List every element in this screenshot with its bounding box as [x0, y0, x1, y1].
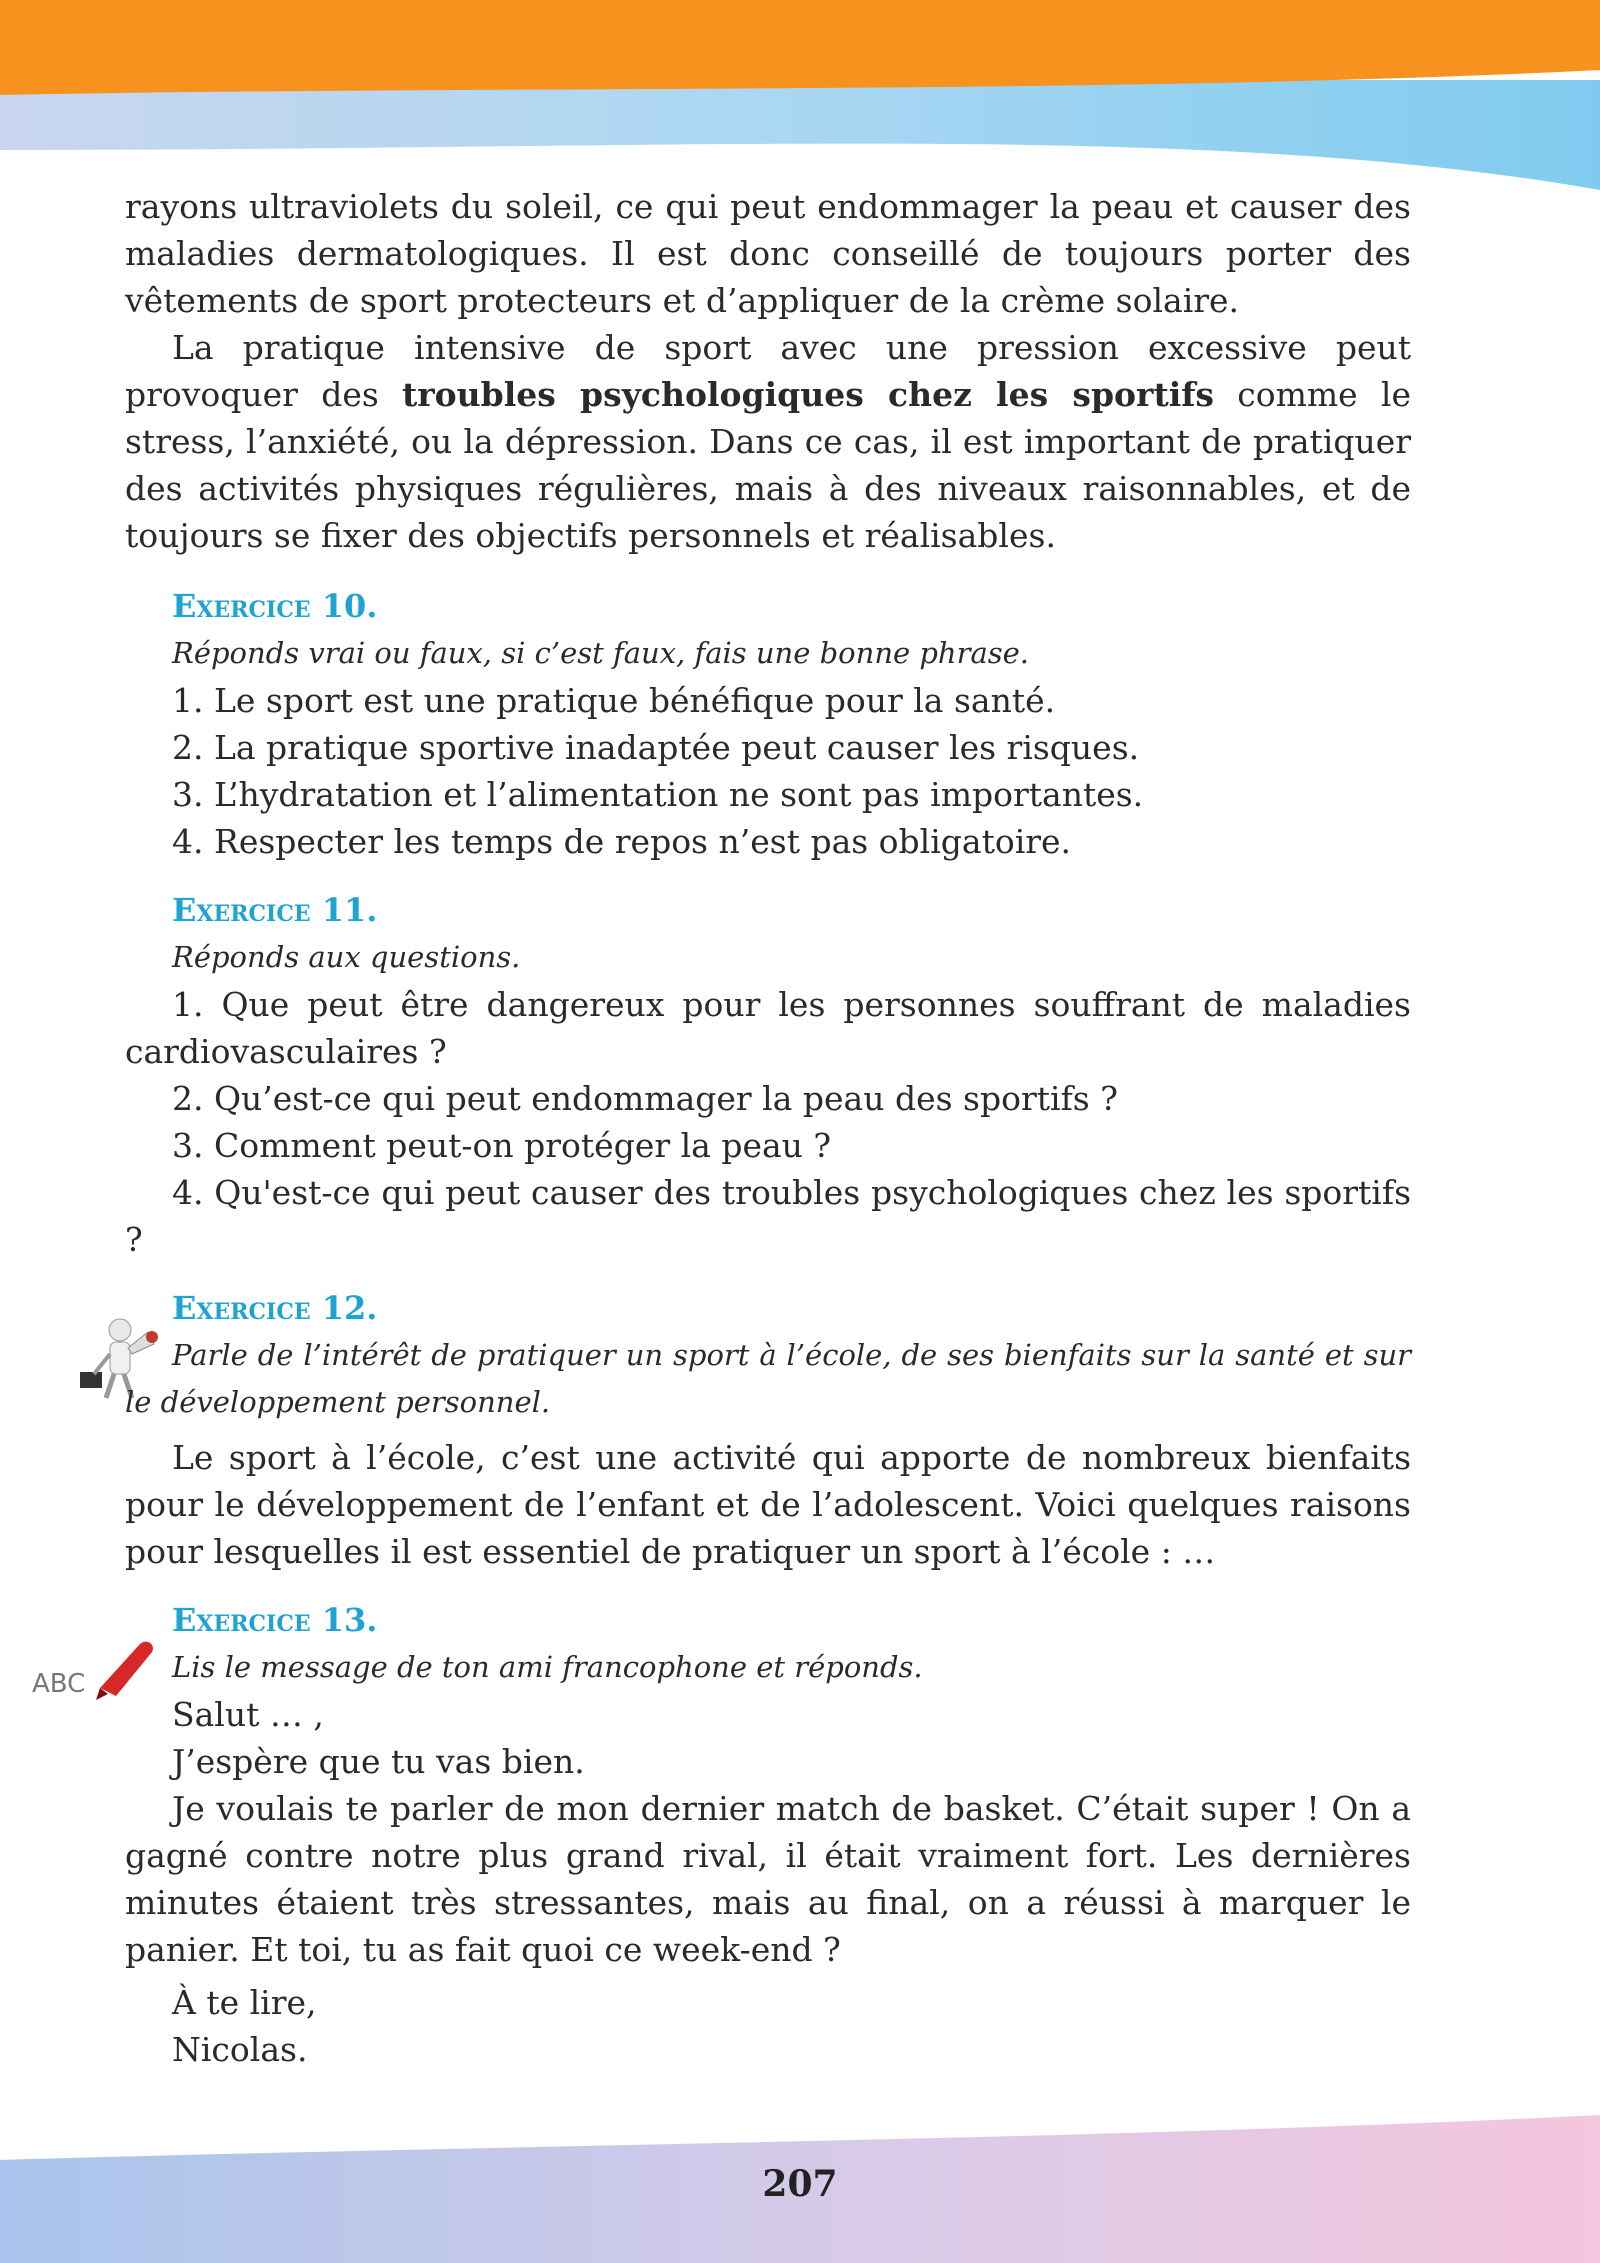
list-item: 4. Qu'est-ce qui peut causer des troubles psychologiques chez les sportifs ? [125, 1173, 1411, 1259]
exercise-12-instruction: Parle de l’intérêt de pratiquer un sport à l’école, de ses bienfaits sur la santé et sur le développement personnel. [125, 1338, 1411, 1419]
exercise-13-instruction: Lis le message de ton ami francophone et réponds. [172, 1650, 923, 1684]
letter-body: Je voulais te parler de mon dernier match de basket. C’était super ! On a gagné contre notre plus grand rival, il était vraiment fort. Les dernières minutes étaient très stressantes, mais au final, on a réussi à marquer le panier. Et toi, tu as fait quoi ce week-end ? [125, 1789, 1411, 1969]
exercise-10-title: Exercice 10. [172, 587, 378, 625]
list-item: 1. Que peut être dangereux pour les personnes souffrant de maladies cardiovasculaires ? [125, 985, 1411, 1071]
letter-line: J’espère que tu vas bien. [172, 1742, 585, 1781]
exercise-11-title: Exercice 11. [172, 891, 378, 929]
list-item: 4. Respecter les temps de repos n’est pas obligatoire. [172, 822, 1072, 861]
abc-text: ABC [32, 1669, 86, 1699]
intro-paragraph-1: rayons ultraviolets du soleil, ce qui peut endommager la peau et causer des maladies dermatologiques. Il est donc conseillé de toujours porter des vêtements de sport protecteurs et d’appliquer de la crème solaire. [125, 187, 1411, 320]
letter-signature: Nicolas. [172, 2030, 308, 2069]
letter-greeting: Salut … , [172, 1695, 324, 1734]
exercise-12 [125, 1285, 1411, 1575]
header-band [0, 0, 1600, 200]
exercise-11-instruction: Réponds aux questions. [172, 940, 521, 974]
exercise-13 [125, 1597, 1411, 2073]
exercise-12-title: Exercice 12. [172, 1289, 378, 1327]
exercise-10 [125, 583, 1411, 865]
list-item: 2. Qu’est-ce qui peut endommager la peau des sportifs ? [172, 1079, 1118, 1118]
page-content [125, 183, 1411, 2073]
exercise-13-title: Exercice 13. [172, 1601, 378, 1639]
letter-closing: À te lire, [172, 1983, 317, 2022]
list-item: 1. Le sport est une pratique bénéfique pour la santé. [172, 681, 1056, 720]
exercise-10-instruction: Réponds vrai ou faux, si c’est faux, fais une bonne phrase. [172, 636, 1030, 670]
exercise-12-text: Le sport à l’école, c’est une activité qui apporte de nombreux bienfaits pour le développement de l’enfant et de l’adolescent. Voici quelques raisons pour lesquelles il est essentiel de pratiquer un sport à l’école : … [125, 1438, 1411, 1571]
highlight-troubles: troubles psychologiques chez les sportifs [402, 375, 1214, 414]
list-item: 3. L’hydratation et l’alimentation ne sont pas importantes. [172, 775, 1144, 814]
intro-paragraph-2: La pratique intensive de sport avec une pression excessive peut provoquer des troubles psychologiques chez les sportifs comme le stress, l’anxiété, ou la dépression. Dans ce cas, il est important de pratiquer des activités physiques régulières, mais à des niveaux raisonnables, et de toujours se fixer des objectifs personnels et réalisables. [125, 328, 1412, 555]
list-item: 2. La pratique sportive inadaptée peut causer les risques. [172, 728, 1140, 767]
page-number: 207 [762, 2163, 838, 2205]
exercise-11 [125, 887, 1411, 1263]
list-item: 3. Comment peut-on protéger la peau ? [172, 1126, 832, 1165]
